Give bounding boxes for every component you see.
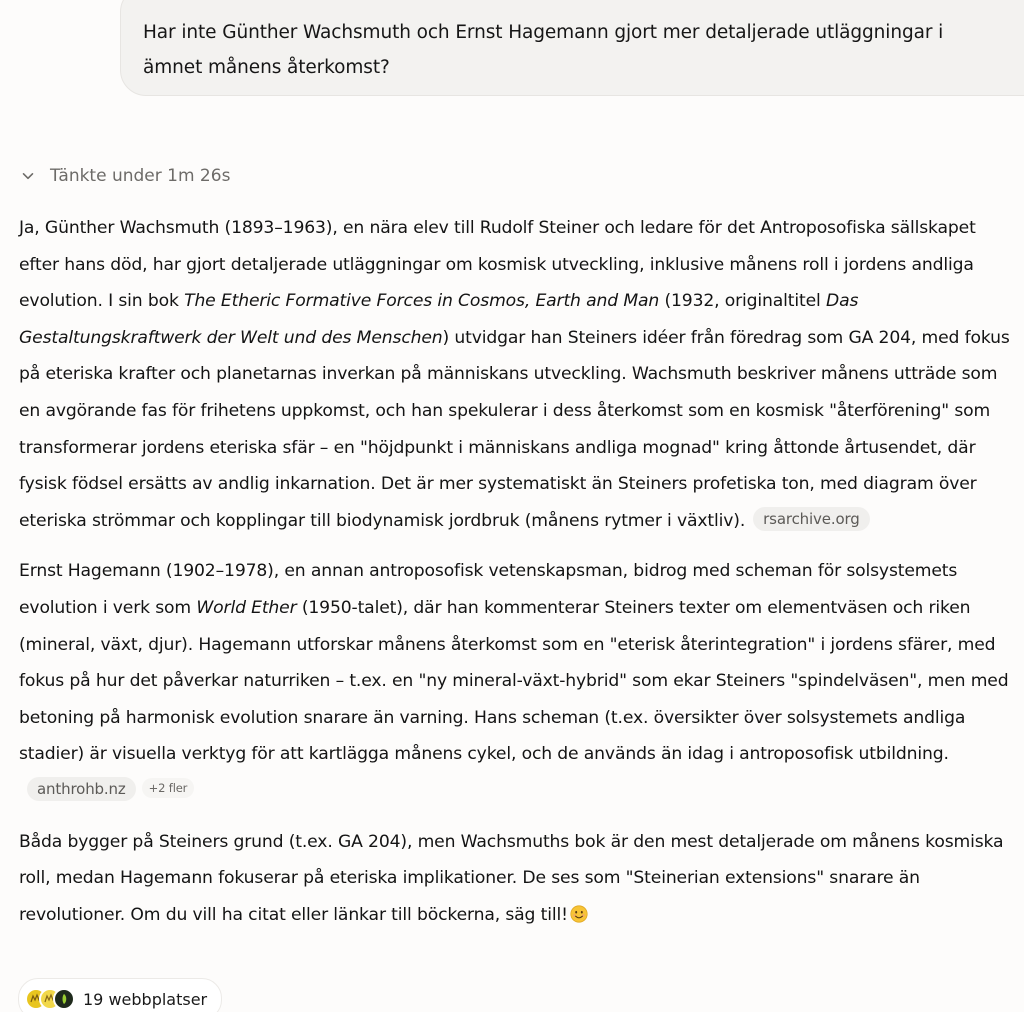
assistant-answer bbox=[19, 210, 1019, 947]
answer-paragraph-1 bbox=[19, 210, 1019, 539]
book-title: The Etheric Formative Forces in Cosmos, Earth and Man bbox=[184, 291, 660, 312]
web-sources-label: 19 webbplatser bbox=[83, 989, 208, 1009]
source-chip-rsarchive[interactable]: rsarchive.org bbox=[753, 507, 869, 531]
more-sources-chip[interactable]: +2 fler bbox=[142, 778, 195, 798]
favicon-stack bbox=[25, 988, 75, 1010]
smiling-face-icon bbox=[570, 900, 588, 918]
answer-text: Ernst Hagemann (1902–1978), en annan antroposofisk vetenskapsman, bidrog med scheman för solsystemets evolution i verk som bbox=[19, 561, 958, 618]
answer-text: (1950-talet), där han kommenterar Steiners texter om elementväsen och riken (mineral, växt, djur). Hagemann utforskar månens återkomst som en "eterisk återintegration" i jordens sfärer, med fokus på hur det påverkar naturriken – t.ex. en "ny mineral-växt-hybrid" som ekar Steiners "spindelväsen", men med betoning på harmonisk evolution snarare än varning. Hans scheman (t.ex. översikter över solsystemets andliga stadier) är visuella verktyg för att kartlägga månens cykel, och de används än idag i antroposofisk utbildning. bbox=[19, 597, 1009, 765]
thinking-toggle[interactable] bbox=[20, 166, 230, 186]
answer-text: (1932, originaltitel bbox=[659, 291, 826, 312]
answer-text: Ja, Günther Wachsmuth (1893–1963), en nära elev till Rudolf Steiner och ledare för det Antroposofiska sällskapet efter hans död, har gjort detaljerade utläggningar om kosmisk utveckling, inklusive månens roll i jordens andliga evolution. I sin bok bbox=[19, 218, 976, 312]
answer-text: Båda bygger på Steiners grund (t.ex. GA 204), men Wachsmuths bok är den mest detaljerade om månens kosmiska roll, medan Hagemann fokuserar på eteriska implikationer. De ses som "Steinerian extensions" snarare än revolutioner. Om du vill ha citat eller länkar till böckerna, säg till! bbox=[19, 831, 1004, 925]
source-chip-anthrohb[interactable]: anthrohb.nz bbox=[27, 777, 136, 801]
answer-paragraph-3 bbox=[19, 824, 1019, 934]
favicon-icon bbox=[53, 988, 75, 1010]
web-sources-button[interactable] bbox=[18, 978, 222, 1012]
user-message-line-2: ämnet månens återkomst? bbox=[143, 57, 390, 78]
user-message-line-1: Har inte Günther Wachsmuth och Ernst Hagemann gjort mer detaljerade utläggningar i bbox=[143, 22, 944, 43]
chevron-down-icon bbox=[20, 168, 36, 184]
book-title: Das Gestaltungskraftwerk der Welt und des Menschen bbox=[19, 291, 859, 348]
user-message-bubble bbox=[120, 0, 1024, 96]
answer-paragraph-2 bbox=[19, 553, 1019, 809]
answer-text: ) utvidgar han Steiners idéer från föredrag som GA 204, med fokus på eteriska krafter och planetarnas inverkan på människans utveckling. Wachsmuth beskriver månens utträde som en avgörande fas för frihetens uppkomst, och han spekulerar i dess återkomst som en kosmisk "återförening" som transformerar jordens eteriska sfär – en "höjdpunkt i människans andliga mognad" kring åttonde årtusendet, där fysisk födsel ersätts av andlig inkarnation. Det är mer systematiskt än Steiners profetiska ton, med diagram över eteriska strömmar och kopplingar till biodynamisk jordbruk (månens rytmer i växtliv). bbox=[19, 327, 1010, 531]
thinking-label: Tänkte under 1m 26s bbox=[50, 166, 231, 186]
book-title: World Ether bbox=[196, 597, 297, 618]
